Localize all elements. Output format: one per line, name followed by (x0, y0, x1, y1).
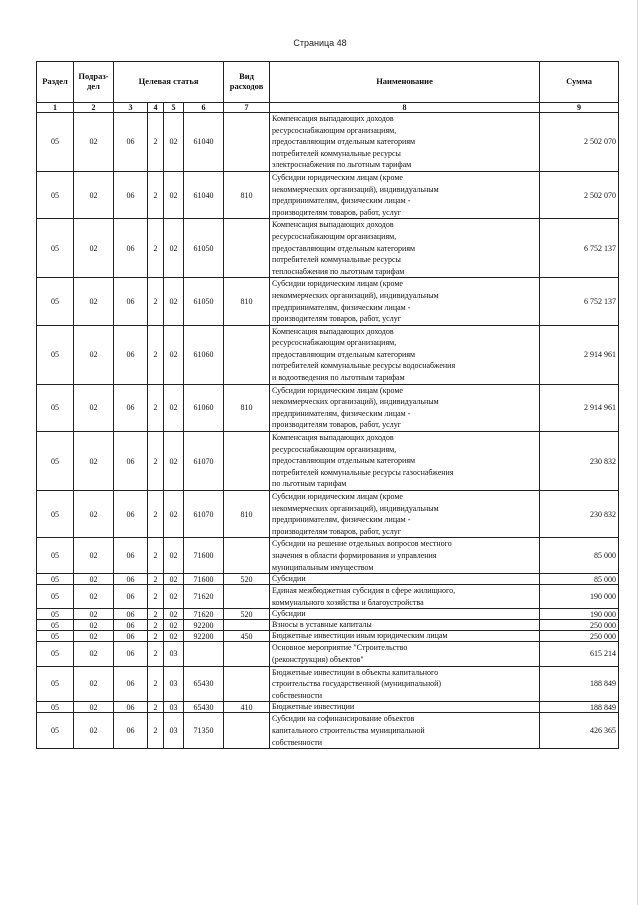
cell-vid-raskhodov (224, 219, 270, 278)
name-line: Бюджетные инвестиции (272, 702, 355, 712)
table-row (37, 432, 619, 491)
cell-naimenovanie (270, 631, 540, 642)
name-line: электроснабжения по льготным тарифам (272, 160, 412, 170)
cell-tselevaya-2: 2 (148, 538, 164, 574)
cell-tselevaya-3: 02 (164, 432, 184, 491)
name-line: Бюджетные инвестиции иным юридическим лицам (272, 631, 448, 641)
cell-razdel: 05 (37, 585, 74, 609)
cell-tselevaya-2: 2 (148, 325, 164, 384)
cell-naimenovanie (270, 171, 540, 218)
cell-summa: 6 752 137 (540, 219, 619, 278)
cell-tselevaya-2: 2 (148, 702, 164, 713)
cell-razdel: 05 (37, 113, 74, 172)
cell-tselevaya-4: 71600 (184, 574, 224, 585)
table-row (37, 491, 619, 538)
cell-naimenovanie (270, 491, 540, 538)
cell-summa: 2 502 070 (540, 113, 619, 172)
cell-podrazdel: 02 (74, 713, 114, 749)
column-number: 7 (224, 103, 270, 113)
name-line: (реконструкция) объектов" (272, 654, 364, 664)
cell-podrazdel: 02 (74, 384, 114, 431)
table-row (37, 666, 619, 702)
cell-tselevaya-1: 06 (114, 574, 148, 585)
cell-tselevaya-1: 06 (114, 642, 148, 666)
name-line: собственности (272, 737, 323, 747)
cell-tselevaya-3: 02 (164, 325, 184, 384)
column-number: 9 (540, 103, 619, 113)
cell-tselevaya-1: 06 (114, 219, 148, 278)
table-row (37, 325, 619, 384)
cell-tselevaya-2: 2 (148, 171, 164, 218)
cell-tselevaya-3: 03 (164, 642, 184, 666)
cell-tselevaya-3: 02 (164, 574, 184, 585)
cell-podrazdel: 02 (74, 325, 114, 384)
cell-summa: 250 000 (540, 620, 619, 631)
cell-vid-raskhodov: 810 (224, 278, 270, 325)
cell-tselevaya-1: 06 (114, 585, 148, 609)
name-line: Субсидии юридическим лицам (кроме (272, 385, 403, 395)
name-line: собственности (272, 690, 323, 700)
cell-razdel: 05 (37, 325, 74, 384)
cell-tselevaya-4: 61040 (184, 171, 224, 218)
table-row (37, 620, 619, 631)
cell-tselevaya-1: 06 (114, 620, 148, 631)
cell-razdel: 05 (37, 631, 74, 642)
cell-summa: 2 914 961 (540, 384, 619, 431)
name-line: Субсидии на софинансирование объектов (272, 714, 415, 724)
cell-podrazdel: 02 (74, 171, 114, 218)
cell-summa: 85 000 (540, 538, 619, 574)
header-naimenovanie: Наименование (270, 62, 540, 103)
header-summa: Сумма (540, 62, 619, 103)
table-row (37, 171, 619, 218)
cell-razdel: 05 (37, 666, 74, 702)
column-number: 2 (74, 103, 114, 113)
cell-summa: 2 502 070 (540, 171, 619, 218)
cell-naimenovanie (270, 432, 540, 491)
cell-tselevaya-2: 2 (148, 574, 164, 585)
name-line: Компенсация выпадающих доходов (272, 220, 394, 230)
cell-tselevaya-3: 03 (164, 713, 184, 749)
cell-podrazdel: 02 (74, 538, 114, 574)
cell-tselevaya-4: 65430 (184, 666, 224, 702)
cell-vid-raskhodov (224, 538, 270, 574)
cell-naimenovanie (270, 713, 540, 749)
column-number: 4 (148, 103, 164, 113)
cell-naimenovanie (270, 113, 540, 172)
cell-tselevaya-2: 2 (148, 666, 164, 702)
column-number: 1 (37, 103, 74, 113)
cell-podrazdel: 02 (74, 702, 114, 713)
cell-tselevaya-4: 71620 (184, 609, 224, 620)
cell-naimenovanie (270, 384, 540, 431)
header-razdel: Раздел (37, 62, 74, 103)
cell-tselevaya-3: 02 (164, 585, 184, 609)
cell-tselevaya-4: 61050 (184, 219, 224, 278)
cell-tselevaya-2: 2 (148, 713, 164, 749)
cell-tselevaya-4: 71600 (184, 538, 224, 574)
name-line: по льготным тарифам (272, 479, 347, 489)
cell-tselevaya-2: 2 (148, 631, 164, 642)
cell-tselevaya-4: 92200 (184, 620, 224, 631)
budget-table (36, 61, 619, 749)
cell-tselevaya-1: 06 (114, 702, 148, 713)
cell-podrazdel: 02 (74, 620, 114, 631)
cell-tselevaya-2: 2 (148, 620, 164, 631)
cell-summa: 85 000 (540, 574, 619, 585)
cell-podrazdel: 02 (74, 631, 114, 642)
name-line: некоммерческих организаций), индивидуальным (272, 184, 439, 194)
name-line: ресурсоснабжающим организациям, (272, 125, 397, 135)
name-line: некоммерческих организаций), индивидуальным (272, 397, 439, 407)
cell-tselevaya-1: 06 (114, 609, 148, 620)
cell-vid-raskhodov (224, 432, 270, 491)
table-row (37, 574, 619, 585)
cell-razdel: 05 (37, 702, 74, 713)
cell-naimenovanie (270, 585, 540, 609)
cell-razdel: 05 (37, 713, 74, 749)
cell-tselevaya-4: 61040 (184, 113, 224, 172)
cell-tselevaya-4: 61070 (184, 491, 224, 538)
cell-naimenovanie (270, 666, 540, 702)
name-line: Компенсация выпадающих доходов (272, 114, 394, 123)
table-row (37, 642, 619, 666)
name-line: Единая межбюджетная субсидия в сфере жилищного, (272, 586, 456, 596)
table-row (37, 113, 619, 172)
cell-summa: 190 000 (540, 585, 619, 609)
cell-tselevaya-3: 02 (164, 609, 184, 620)
cell-vid-raskhodov: 410 (224, 702, 270, 713)
cell-tselevaya-4: 71620 (184, 585, 224, 609)
cell-summa: 188 849 (540, 666, 619, 702)
cell-summa: 250 000 (540, 631, 619, 642)
table-row (37, 585, 619, 609)
cell-tselevaya-3: 02 (164, 620, 184, 631)
cell-tselevaya-3: 02 (164, 384, 184, 431)
cell-tselevaya-1: 06 (114, 113, 148, 172)
name-line: потребителей коммунальные ресурсы газоснабжения (272, 467, 454, 477)
cell-podrazdel: 02 (74, 666, 114, 702)
table-row (37, 278, 619, 325)
cell-tselevaya-4: 61060 (184, 384, 224, 431)
name-line: и водоотведения по льготным тарифам (272, 373, 405, 383)
cell-tselevaya-1: 06 (114, 631, 148, 642)
cell-summa: 6 752 137 (540, 278, 619, 325)
cell-tselevaya-2: 2 (148, 609, 164, 620)
cell-tselevaya-1: 06 (114, 713, 148, 749)
cell-tselevaya-2: 2 (148, 113, 164, 172)
cell-tselevaya-3: 02 (164, 538, 184, 574)
cell-tselevaya-2: 2 (148, 432, 164, 491)
cell-tselevaya-3: 02 (164, 631, 184, 642)
cell-podrazdel: 02 (74, 278, 114, 325)
name-line: муниципальным имуществом (272, 562, 374, 572)
cell-razdel: 05 (37, 278, 74, 325)
cell-summa: 230 832 (540, 432, 619, 491)
name-line: ресурсоснабжающим организациям, (272, 338, 397, 348)
name-line: производителям товаров, работ, услуг (272, 314, 402, 324)
cell-tselevaya-4: 61060 (184, 325, 224, 384)
table-row (37, 713, 619, 749)
table-row (37, 219, 619, 278)
cell-tselevaya-4: 92200 (184, 631, 224, 642)
name-line: предоставляющим отдельным категориям (272, 137, 416, 147)
cell-summa: 188 849 (540, 702, 619, 713)
header-tselevaya-statya: Целевая статья (114, 62, 224, 103)
cell-podrazdel: 02 (74, 574, 114, 585)
cell-tselevaya-1: 06 (114, 432, 148, 491)
page-header: Страница 48 (293, 38, 347, 48)
cell-vid-raskhodov (224, 713, 270, 749)
cell-summa: 426 365 (540, 713, 619, 749)
cell-naimenovanie (270, 538, 540, 574)
cell-vid-raskhodov: 810 (224, 491, 270, 538)
name-line: строительства государственной (муниципальной) (272, 679, 442, 689)
cell-naimenovanie (270, 219, 540, 278)
table-row (37, 702, 619, 713)
table-body (37, 113, 619, 749)
cell-tselevaya-1: 06 (114, 491, 148, 538)
cell-tselevaya-3: 02 (164, 171, 184, 218)
cell-tselevaya-2: 2 (148, 491, 164, 538)
name-line: ресурсоснабжающим организациям, (272, 444, 397, 454)
name-line: предпринимателям, физическим лицам - (272, 302, 411, 312)
name-line: Взносы в уставные капиталы (272, 620, 372, 630)
cell-summa: 230 832 (540, 491, 619, 538)
cell-vid-raskhodov (224, 642, 270, 666)
name-line: Субсидии (272, 609, 306, 619)
cell-tselevaya-3: 02 (164, 491, 184, 538)
name-line: Субсидии юридическим лицам (кроме (272, 279, 403, 289)
cell-tselevaya-4: 71350 (184, 713, 224, 749)
cell-tselevaya-4: 61050 (184, 278, 224, 325)
name-line: некоммерческих организаций), индивидуальным (272, 290, 439, 300)
cell-razdel: 05 (37, 574, 74, 585)
cell-naimenovanie (270, 702, 540, 713)
cell-tselevaya-3: 02 (164, 278, 184, 325)
cell-summa: 190 000 (540, 609, 619, 620)
name-line: предпринимателям, физическим лицам - (272, 408, 411, 418)
table-row (37, 609, 619, 620)
cell-vid-raskhodov (224, 113, 270, 172)
cell-razdel: 05 (37, 219, 74, 278)
cell-naimenovanie (270, 620, 540, 631)
cell-tselevaya-4 (184, 642, 224, 666)
cell-vid-raskhodov (224, 666, 270, 702)
cell-tselevaya-2: 2 (148, 219, 164, 278)
name-line: коммунального хозяйства и благоустройства (272, 597, 424, 607)
name-line: Компенсация выпадающих доходов (272, 433, 394, 443)
name-line: некоммерческих организаций), индивидуальным (272, 503, 439, 513)
name-line: предоставляющим отдельным категориям (272, 349, 416, 359)
name-line: предпринимателям, физическим лицам - (272, 196, 411, 206)
cell-tselevaya-4: 65430 (184, 702, 224, 713)
cell-tselevaya-3: 02 (164, 113, 184, 172)
table-row (37, 538, 619, 574)
name-line: Субсидии (272, 574, 306, 584)
table-row (37, 631, 619, 642)
name-line: предоставляющим отдельным категориям (272, 456, 416, 466)
cell-tselevaya-1: 06 (114, 666, 148, 702)
name-line: производителям товаров, работ, услуг (272, 420, 402, 430)
cell-podrazdel: 02 (74, 113, 114, 172)
cell-razdel: 05 (37, 620, 74, 631)
name-line: Субсидии юридическим лицам (кроме (272, 492, 403, 501)
column-number: 8 (270, 103, 540, 113)
cell-podrazdel: 02 (74, 491, 114, 538)
cell-tselevaya-1: 06 (114, 278, 148, 325)
cell-tselevaya-1: 06 (114, 384, 148, 431)
cell-vid-raskhodov (224, 620, 270, 631)
cell-naimenovanie (270, 609, 540, 620)
cell-razdel: 05 (37, 609, 74, 620)
cell-razdel: 05 (37, 642, 74, 666)
cell-tselevaya-1: 06 (114, 171, 148, 218)
cell-vid-raskhodov: 520 (224, 574, 270, 585)
name-line: потребителей коммунальные ресурсы (272, 148, 401, 158)
name-line: теплоснабжения по льготным тарифам (272, 266, 405, 276)
header-podrazdel: Подраз-дел (74, 62, 114, 103)
cell-vid-raskhodov: 520 (224, 609, 270, 620)
cell-naimenovanie (270, 278, 540, 325)
cell-summa: 615 214 (540, 642, 619, 666)
cell-podrazdel: 02 (74, 642, 114, 666)
cell-tselevaya-1: 06 (114, 325, 148, 384)
cell-razdel: 05 (37, 384, 74, 431)
column-number: 3 (114, 103, 148, 113)
header-vid-raskhodov: Вид расходов (224, 62, 270, 103)
column-number: 5 (164, 103, 184, 113)
cell-tselevaya-2: 2 (148, 278, 164, 325)
scan-edge-line (637, 0, 638, 905)
cell-podrazdel: 02 (74, 585, 114, 609)
column-number: 6 (184, 103, 224, 113)
cell-naimenovanie (270, 642, 540, 666)
cell-tselevaya-2: 2 (148, 384, 164, 431)
cell-podrazdel: 02 (74, 609, 114, 620)
cell-vid-raskhodov: 450 (224, 631, 270, 642)
table-row (37, 384, 619, 431)
cell-naimenovanie (270, 574, 540, 585)
cell-podrazdel: 02 (74, 432, 114, 491)
name-line: производителям товаров, работ, услуг (272, 207, 402, 217)
cell-vid-raskhodov: 810 (224, 384, 270, 431)
name-line: производителям товаров, работ, услуг (272, 526, 402, 536)
cell-tselevaya-2: 2 (148, 642, 164, 666)
cell-vid-raskhodov: 810 (224, 171, 270, 218)
name-line: значения в области формирования и управления (272, 550, 437, 560)
name-line: Субсидии на решение отдельных вопросов местного (272, 539, 452, 549)
cell-naimenovanie (270, 325, 540, 384)
cell-razdel: 05 (37, 538, 74, 574)
name-line: предпринимателям, физическим лицам - (272, 515, 411, 525)
cell-podrazdel: 02 (74, 219, 114, 278)
cell-tselevaya-3: 02 (164, 219, 184, 278)
name-line: потребителей коммунальные ресурсы водоснабжения (272, 361, 456, 371)
cell-razdel: 05 (37, 171, 74, 218)
name-line: Бюджетные инвестиции в объекты капитального (272, 667, 439, 677)
name-line: потребителей коммунальные ресурсы (272, 255, 401, 265)
cell-tselevaya-2: 2 (148, 585, 164, 609)
cell-razdel: 05 (37, 491, 74, 538)
name-line: Основное мероприятие "Строительство (272, 643, 408, 653)
cell-tselevaya-3: 03 (164, 702, 184, 713)
cell-vid-raskhodov (224, 585, 270, 609)
cell-tselevaya-4: 61070 (184, 432, 224, 491)
name-line: капитального строительства муниципальной (272, 725, 425, 735)
cell-tselevaya-1: 06 (114, 538, 148, 574)
cell-summa: 2 914 961 (540, 325, 619, 384)
header-row (37, 62, 619, 103)
cell-tselevaya-3: 03 (164, 666, 184, 702)
column-number-row (37, 103, 619, 113)
cell-vid-raskhodov (224, 325, 270, 384)
name-line: Субсидии юридическим лицам (кроме (272, 172, 403, 182)
cell-razdel: 05 (37, 432, 74, 491)
name-line: Компенсация выпадающих доходов (272, 326, 394, 336)
name-line: ресурсоснабжающим организациям, (272, 231, 397, 241)
name-line: предоставляющим отдельным категориям (272, 243, 416, 253)
